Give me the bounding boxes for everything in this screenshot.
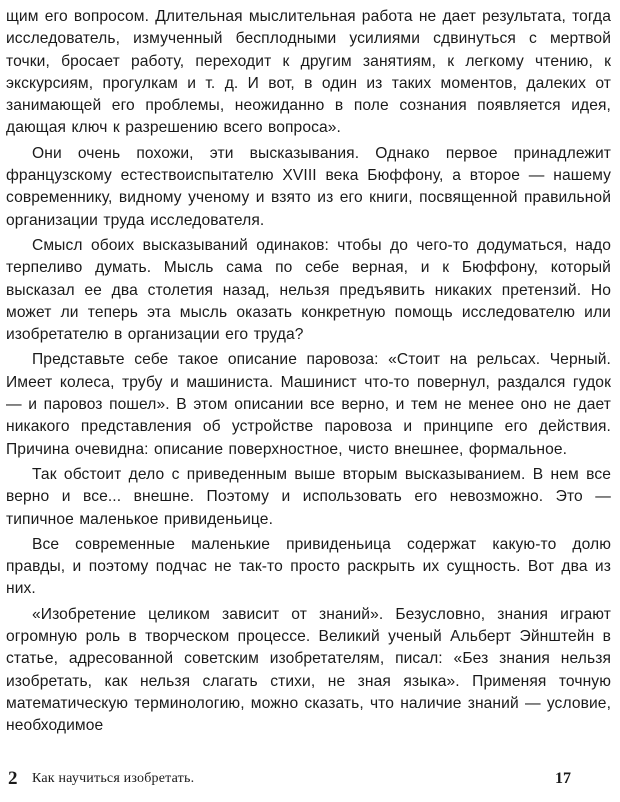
- page-number: 17: [555, 770, 571, 787]
- signature-number: 2: [8, 768, 18, 789]
- paragraph-meaning: Смысл обоих высказываний одинаков: чтобы до чего-то додуматься, надо терпеливо думать. Мысль сама по себе верная, и к Бюффону, который высказал ее два столетия назад, нельзя предъявить никаких претензий. Но может ли теперь эта мысль оказать конкретную помощь исследователю или изобретателю в организации его труда?: [6, 236, 611, 344]
- body-text: [6, 6, 611, 738]
- signature-title: Как научиться изобретать.: [32, 771, 195, 786]
- paragraph-continuation: щим его вопросом. Длительная мыслительная работа не дает результата, тогда исследователь, измученный бесплодными усилиями сдвинуться с мертвой точки, бросает работу, переходит к другим занятиям, к легкому чтению, к экскурсиям, прогулкам и т. д. И вот, в один из таких моментов, далеких от занимающей его проблемы, неожиданно в поле сознания появляется идея, дающая ключ к разрешению всего вопроса».: [6, 8, 611, 137]
- book-page: [6, 6, 611, 796]
- paragraph-quotes-similarity: Они очень похожи, эти высказывания. Однако первое принадлежит французскому естествоиспытателю XVIII века Бюффону, а второе — нашему современнику, видному ученому и взято из его книги, посвященной правильной организации труда исследователя.: [6, 144, 611, 229]
- page-footer: [6, 768, 611, 792]
- paragraph-second-statement: Так обстоит дело с приведенным выше вторым высказыванием. В нем все верно и все... внешне. Поэтому и использовать его невозможно. Это — типичное маленькое привиденьице.: [6, 465, 611, 528]
- paragraph-knowledge: «Изобретение целиком зависит от знаний». Безусловно, знания играют огромную роль в творческом процессе. Великий ученый Альберт Эйнштейн в статье, адресованной советским изобретателям, писал: «Без знания нельзя изобретать, как нельзя слагать стихи, не зная языка». Применяя точную математическую терминологию, можно сказать, что наличие знаний — условие, необходимое: [6, 605, 611, 735]
- paragraph-locomotive-description: Представьте себе такое описание паровоза: «Стоит на рельсах. Черный. Имеет колеса, трубу и машиниста. Машинист что-то повернул, раздался гудок — и паровоз пошел». В этом описании все верно, и тем не менее оно не дает никакого представления об устройстве паровоза и принципе его действия. Причина очевидна: описание поверхностное, чисто внешнее, формальное.: [6, 351, 611, 458]
- paragraph-little-ghosts: Все современные маленькие привиденьица содержат какую-то долю правды, и поэтому подчас не так-то просто раскрыть их сущность. Вот два из них.: [6, 535, 611, 598]
